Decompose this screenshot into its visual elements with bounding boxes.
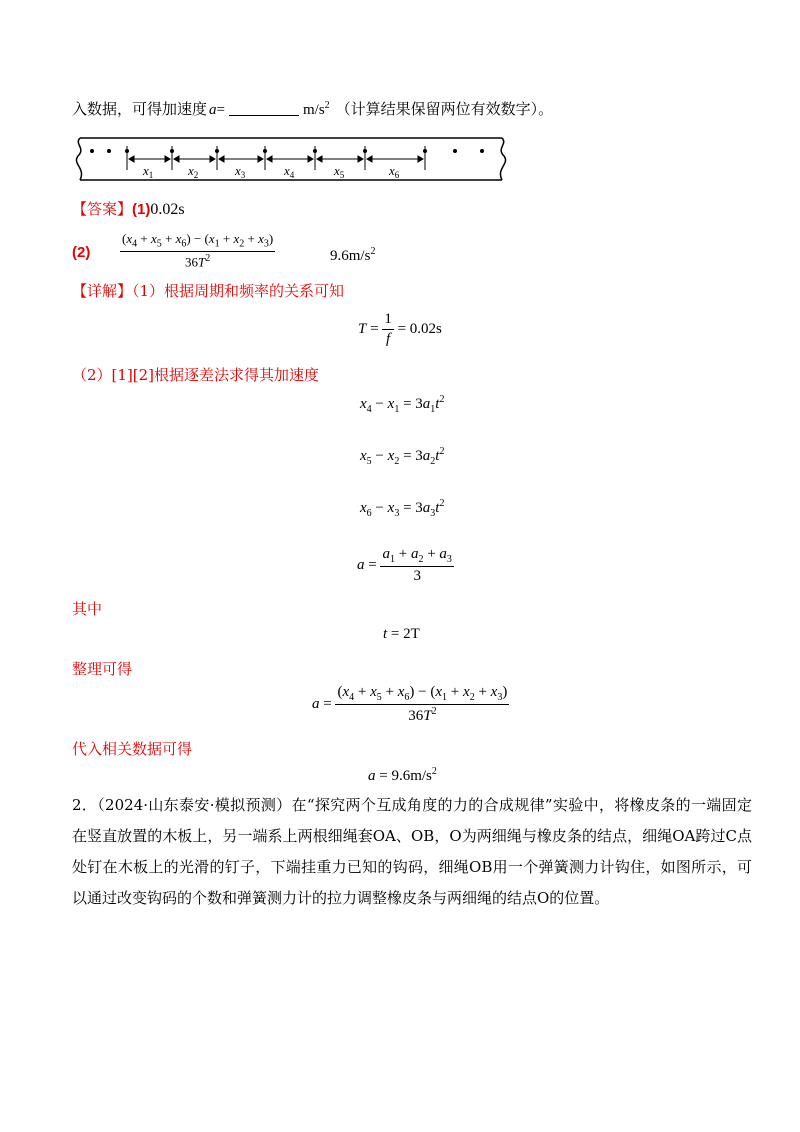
detail-part1-text: （1）根据周期和频率的关系可知 — [132, 282, 345, 300]
question-2-paragraph: 2．（2024·山东泰安·模拟预测）在“探究两个互成角度的力的合成规律”实验中，将橡皮条的一端固定在竖直放置的木板上，另一端系上两根细绳套OA、OB，O为两细绳与橡皮条的结点，细绳OA跨过C点处钉在木板上的光滑的钉子，下端挂重力已知的钩码，细绳OB用一个弹簧测力计钩住，如图所示，可以通过改变钩码的个数和弹簧测力计的拉力调整橡皮条与两细绳的结点O的位置。 — [72, 796, 752, 907]
top-line-note: （计算结果保留两位有效数字）。 — [335, 100, 554, 118]
tape-dot — [90, 149, 94, 153]
tape-dot — [480, 149, 484, 153]
tape-right-wave — [500, 138, 505, 180]
answer-part2-formula: $\frac{(x_4 + x_5 + x_6) - (x_1 + x_2 + x_3)}{36T^2}$ — [122, 231, 274, 269]
tape-label-x1: $x_1$ — [143, 163, 154, 180]
formula-t: t = 2T — [383, 626, 420, 642]
answer-blank — [229, 115, 299, 116]
accel-unit: m/s — [302, 102, 325, 118]
tape-label-x2: $x_2$ — [188, 163, 199, 180]
tape-label-x3: $x_3$ — [235, 163, 246, 180]
formula-period: T = $\frac{1}{f}$ = 0.02s — [358, 311, 442, 347]
formula-diff-1: $x_4 - x_1 = 3a_1t^2$ — [360, 394, 445, 415]
tape-dot — [107, 149, 111, 153]
tape-label-x6: $x_6$ — [389, 163, 400, 180]
formula-average: a = $\frac{a_1 + a_2 + a_3}{3}$ — [357, 546, 452, 584]
answer-line-1 — [72, 200, 185, 219]
answer-part1-num: (1) — [132, 201, 151, 218]
top-line-prefix: 入数据，可得加速度 — [72, 100, 208, 118]
detail-tag: 【详解】 — [72, 282, 133, 300]
answer-part2-result: $9.6m/s^2$ — [330, 246, 376, 264]
accel-var: a — [209, 102, 217, 118]
formula-acceleration: a = $\frac{(x_4 + x_5 + x_6) - (x_1 + x_2 + x_3)}{36T^2}$ — [312, 684, 508, 724]
detail-zhengli: 整理可得 — [72, 660, 133, 678]
formula-diff-3: $x_6 - x_3 = 3a_3t^2$ — [360, 498, 445, 519]
tape-arrows — [129, 156, 423, 162]
formula-diff-2: $x_5 - x_2 = 3a_2t^2$ — [360, 446, 445, 467]
detail-part2-text: （2）[1][2]根据逐差法求得其加速度 — [72, 366, 320, 384]
detail-dairu: 代入相关数据可得 — [72, 740, 193, 758]
tape-dot — [453, 149, 457, 153]
answer-tag: 【答案】 — [72, 200, 133, 218]
tape-left-wave — [76, 138, 81, 180]
answer-part1-value: 0.02s — [150, 201, 185, 218]
tape-label-x4: $x_4$ — [284, 163, 295, 180]
answer-part2-num: (2) — [72, 244, 91, 261]
paper-tape-figure — [72, 134, 512, 186]
tape-ticks — [127, 146, 425, 170]
detail-line-1 — [72, 282, 344, 300]
top-line — [72, 97, 553, 119]
accel-unit-sup: 2 — [324, 100, 330, 111]
tape-label-x5: $x_5$ — [334, 163, 345, 180]
detail-qizhong: 其中 — [72, 600, 103, 618]
equals-sign: = — [216, 102, 225, 118]
formula-final: $a = 9.6m/s^2$ — [368, 766, 437, 784]
